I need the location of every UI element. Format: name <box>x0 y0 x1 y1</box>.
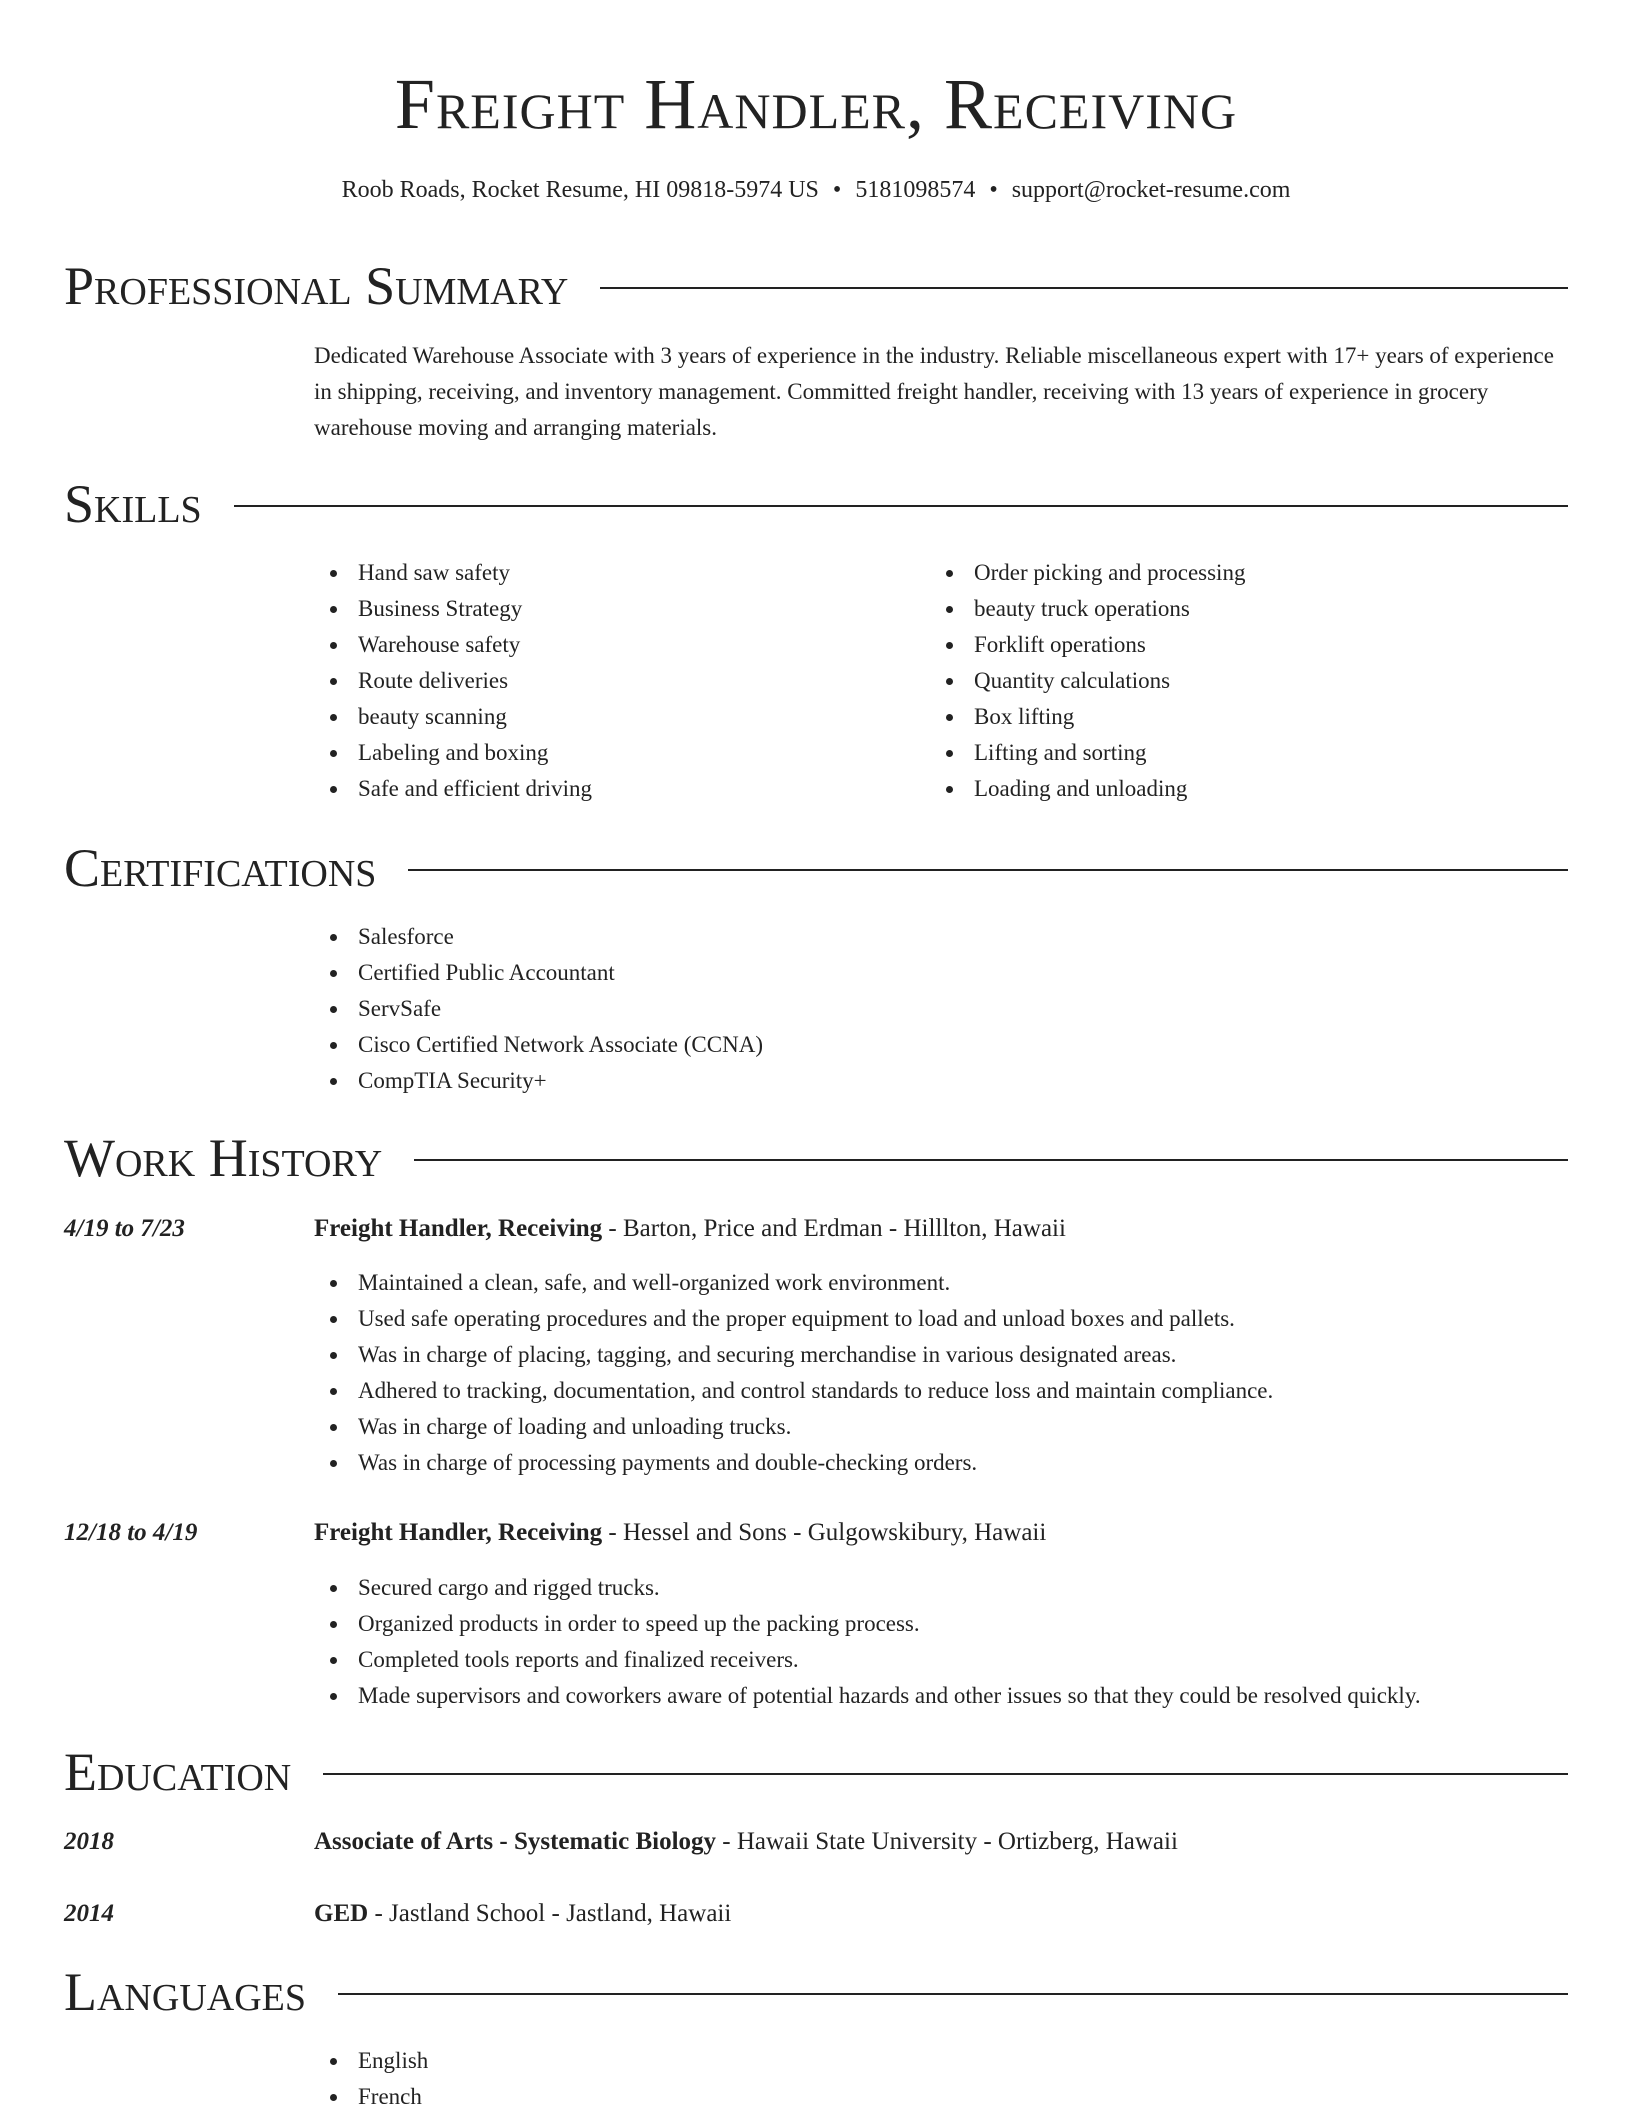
bullet-icon <box>330 1316 337 1323</box>
job-bullets <box>314 1570 1421 1714</box>
skill-label: Box lifting <box>974 704 1075 729</box>
skill-item <box>314 699 592 735</box>
certifications-list <box>314 919 763 1099</box>
bullet-icon <box>330 1352 337 1359</box>
languages-list <box>314 2043 428 2115</box>
job-title-line <box>314 1211 1066 1247</box>
job-entry-header <box>64 1515 1568 1551</box>
skill-label: Order picking and processing <box>974 560 1246 585</box>
job-date: 12/18 to 4/19 <box>64 1519 198 1546</box>
skill-item <box>930 771 1245 807</box>
education-entry <box>64 1824 1568 1860</box>
skill-label: Forklift operations <box>974 632 1146 657</box>
bullet-icon <box>946 678 953 685</box>
certification-label: Cisco Certified Network Associate (CCNA) <box>358 1032 763 1057</box>
bullet-icon <box>330 2058 337 2065</box>
job-bullet-text: Was in charge of processing payments and double-checking orders. <box>358 1450 978 1475</box>
job-bullet-item <box>314 1445 1273 1481</box>
job-bullet-text: Made supervisors and coworkers aware of potential hazards and other issues so that they could be resolved quickly. <box>358 1683 1421 1708</box>
job-bullet-text: Organized products in order to speed up the packing process. <box>358 1611 920 1636</box>
skill-label: Labeling and boxing <box>358 740 549 765</box>
skill-item <box>314 555 592 591</box>
section-divider <box>600 287 1568 289</box>
skill-item <box>314 627 592 663</box>
skill-item <box>930 591 1245 627</box>
certification-item <box>314 955 763 991</box>
contact-separator: • <box>832 177 842 203</box>
skill-item <box>314 591 592 627</box>
certification-label: Salesforce <box>358 924 454 949</box>
bullet-icon <box>946 642 953 649</box>
section-title-languages: Languages <box>64 1962 306 2022</box>
bullet-icon <box>330 570 337 577</box>
bullet-icon <box>330 1621 337 1628</box>
section-divider <box>414 1159 1568 1161</box>
skill-item <box>930 627 1245 663</box>
bullet-icon <box>330 606 337 613</box>
skill-label: beauty truck operations <box>974 596 1190 621</box>
skill-label: beauty scanning <box>358 704 507 729</box>
job-title: Freight Handler, Receiving <box>314 1215 603 1242</box>
education-entry <box>64 1896 1568 1932</box>
education-school-location: - Jastland School - Jastland, Hawaii <box>368 1900 732 1927</box>
job-bullet-item <box>314 1642 1421 1678</box>
skill-label: Quantity calculations <box>974 668 1171 693</box>
job-entry-header <box>64 1211 1568 1247</box>
bullet-icon <box>946 570 953 577</box>
contact-phone: 5181098574 <box>855 177 976 203</box>
bullet-icon <box>330 678 337 685</box>
skill-label: Warehouse safety <box>358 632 521 657</box>
job-bullet-text: Completed tools reports and finalized receivers. <box>358 1647 799 1672</box>
bullet-icon <box>330 1042 337 1049</box>
section-header-summary <box>64 254 1568 318</box>
language-item <box>314 2043 428 2079</box>
contact-email: support@rocket-resume.com <box>1011 177 1291 203</box>
contact-separator: • <box>989 177 998 203</box>
job-title-line <box>314 1515 1046 1551</box>
language-item <box>314 2079 428 2115</box>
bullet-icon <box>330 642 337 649</box>
bullet-icon <box>330 1388 337 1395</box>
skill-label: Safe and efficient driving <box>358 776 592 801</box>
education-date: 2018 <box>64 1828 114 1855</box>
bullet-icon <box>946 786 953 793</box>
bullet-icon <box>330 970 337 977</box>
section-divider <box>323 1773 1568 1775</box>
skill-label: Loading and unloading <box>974 776 1188 801</box>
skill-item <box>930 555 1245 591</box>
section-title-work-history: Work History <box>64 1128 383 1188</box>
skill-item <box>314 735 592 771</box>
bullet-icon <box>330 1657 337 1664</box>
certification-item <box>314 991 763 1027</box>
job-date: 4/19 to 7/23 <box>64 1215 185 1242</box>
bullet-icon <box>946 750 953 757</box>
section-divider <box>408 869 1568 871</box>
certification-item <box>314 1063 763 1099</box>
bullet-icon <box>330 750 337 757</box>
bullet-icon <box>330 934 337 941</box>
skill-label: Route deliveries <box>358 668 509 693</box>
section-header-skills <box>64 472 1568 536</box>
certification-item <box>314 919 763 955</box>
section-title-skills: Skills <box>64 474 202 534</box>
bullet-icon <box>946 606 953 613</box>
job-bullet-item <box>314 1409 1273 1445</box>
job-bullet-text: Was in charge of loading and unloading trucks. <box>358 1414 792 1439</box>
skill-item <box>930 663 1245 699</box>
job-bullet-item <box>314 1606 1421 1642</box>
section-header-education <box>64 1740 1568 1804</box>
skills-list-right <box>930 555 1245 807</box>
skill-label: Lifting and sorting <box>974 740 1147 765</box>
bullet-icon <box>330 1078 337 1085</box>
section-header-languages <box>64 1960 1568 2024</box>
skills-list-left <box>314 555 592 807</box>
language-label: French <box>358 2084 422 2109</box>
language-label: English <box>358 2048 429 2073</box>
section-divider <box>338 1993 1568 1995</box>
education-line <box>314 1896 731 1932</box>
skill-item <box>314 663 592 699</box>
bullet-icon <box>330 2094 337 2101</box>
certification-label: ServSafe <box>358 996 442 1021</box>
bullet-icon <box>330 1693 337 1700</box>
certification-item <box>314 1027 763 1063</box>
job-bullet-item <box>314 1301 1273 1337</box>
education-degree: GED <box>314 1900 369 1927</box>
skill-label: Business Strategy <box>358 596 523 621</box>
certification-label: CompTIA Security+ <box>358 1068 547 1093</box>
skill-label: Hand saw safety <box>358 560 511 585</box>
job-company-location: - Barton, Price and Erdman - Hilllton, Hawaii <box>602 1215 1066 1242</box>
job-title: Freight Handler, Receiving <box>314 1519 603 1546</box>
section-title-summary: Professional Summary <box>64 256 569 316</box>
bullet-icon <box>330 1460 337 1467</box>
contact-address: Roob Roads, Rocket Resume, HI 09818-5974 US <box>341 177 819 203</box>
job-bullet-item <box>314 1337 1273 1373</box>
bullet-icon <box>330 1006 337 1013</box>
skill-item <box>930 699 1245 735</box>
resume-name-title: Freight Handler, Receiving <box>394 64 1238 144</box>
job-bullet-text: Maintained a clean, safe, and well-organized work environment. <box>358 1270 951 1295</box>
education-school-location: - Hawaii State University - Ortizberg, Hawaii <box>716 1828 1178 1855</box>
job-bullet-text: Secured cargo and rigged trucks. <box>358 1575 660 1600</box>
skill-item <box>314 771 592 807</box>
section-title-education: Education <box>64 1742 292 1802</box>
job-company-location: - Hessel and Sons - Gulgowskibury, Hawaii <box>602 1519 1047 1546</box>
section-title-certifications: Certifications <box>64 838 377 898</box>
education-degree: Associate of Arts - Systematic Biology <box>314 1828 717 1855</box>
certification-label: Certified Public Accountant <box>358 960 615 985</box>
section-header-certifications <box>64 836 1568 900</box>
bullet-icon <box>330 714 337 721</box>
job-bullet-item <box>314 1570 1421 1606</box>
job-bullet-item <box>314 1373 1273 1409</box>
bullet-icon <box>330 1424 337 1431</box>
job-bullet-text: Adhered to tracking, documentation, and control standards to reduce loss and maintain compliance. <box>358 1378 1274 1403</box>
bullet-icon <box>330 1280 337 1287</box>
education-date: 2014 <box>64 1900 114 1927</box>
summary-paragraph: Dedicated Warehouse Associate with 3 years of experience in the industry. Reliable miscellaneous expert with 17+ years of experience in shipping, receiving, and inventory management. Committed freight handler, receiving with 13 years of experience in grocery warehouse moving and arranging materials. <box>314 343 1554 440</box>
bullet-icon <box>330 1585 337 1592</box>
contact-line <box>0 174 1632 206</box>
education-line <box>314 1824 1178 1860</box>
bullet-icon <box>330 786 337 793</box>
bullet-icon <box>946 714 953 721</box>
section-header-work-history <box>64 1126 1568 1190</box>
job-bullet-text: Used safe operating procedures and the proper equipment to load and unload boxes and pallets. <box>358 1306 1235 1331</box>
skill-item <box>930 735 1245 771</box>
job-bullet-item <box>314 1265 1273 1301</box>
job-bullets <box>314 1265 1273 1481</box>
job-bullet-text: Was in charge of placing, tagging, and securing merchandise in various designated areas. <box>358 1342 1177 1367</box>
job-bullet-item <box>314 1678 1421 1714</box>
section-divider <box>234 505 1568 507</box>
